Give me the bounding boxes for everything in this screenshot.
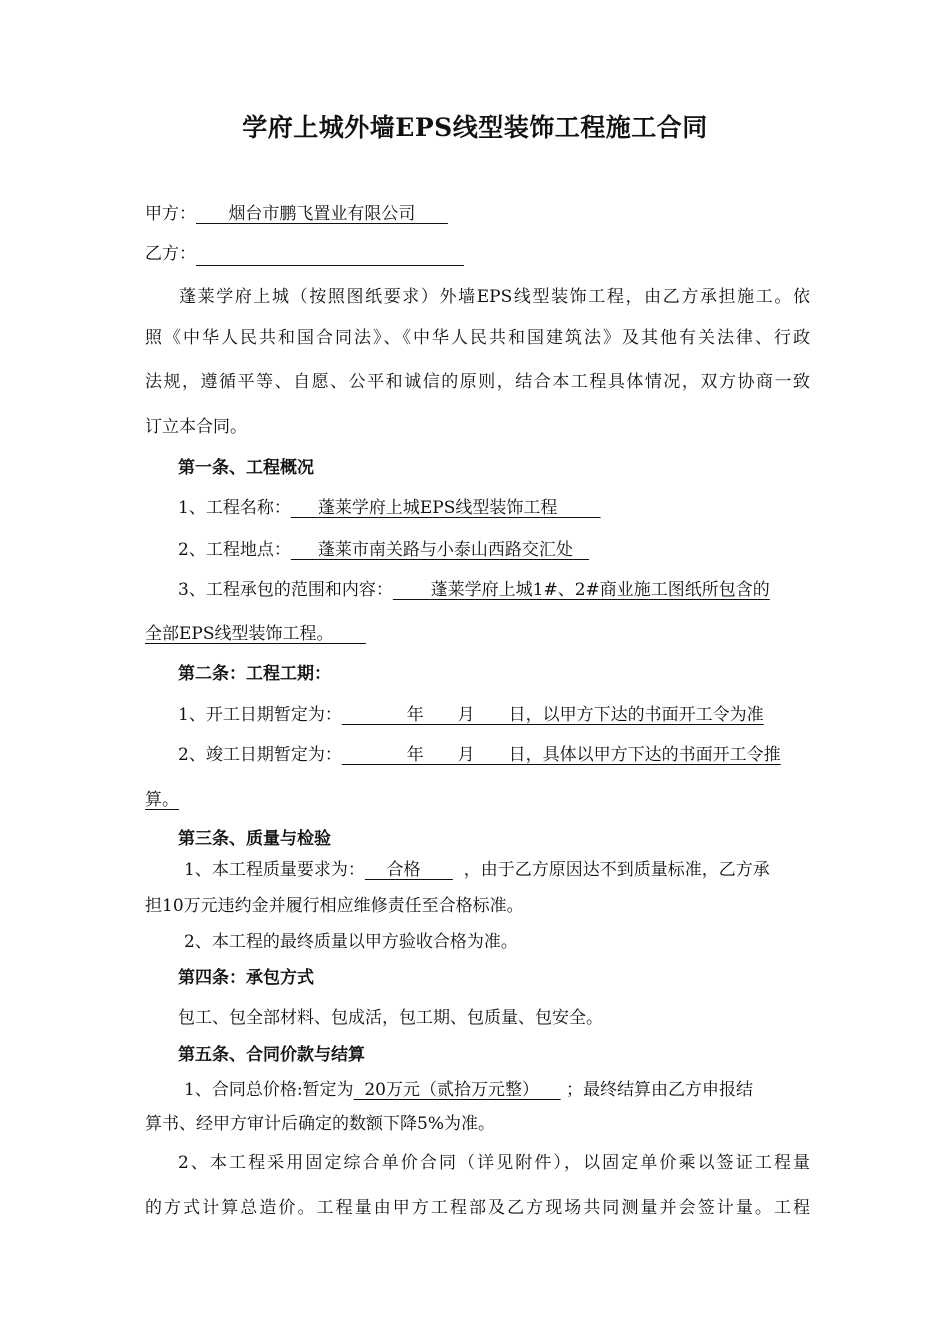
party-b-label: 乙方： xyxy=(145,244,196,264)
section5-item1-cont: 算书、经甲方审计后确定的数额下降5%为准。 xyxy=(145,1114,495,1134)
start-date-value: 年 月 日，以甲方下达的书面开工令为准 xyxy=(406,705,764,725)
section5-heading: 第五条、合同价款与结算 xyxy=(178,1045,365,1065)
section2-item2-cont: 算。 xyxy=(145,790,179,810)
section3-item2: 2、本工程的最终质量以甲方验收合格为准。 xyxy=(184,932,518,952)
intro-line-4: 订立本合同。 xyxy=(145,417,247,437)
section2-item2: 2、竣工日期暂定为： 年 月 日，具体以甲方下达的书面开工令推 xyxy=(178,745,781,765)
intro-line-1: 蓬莱学府上城（按照图纸要求）外墙EPS线型装饰工程，由乙方承担施工。依 xyxy=(179,287,810,307)
section1-item2: 2、工程地点： 蓬莱市南关路与小泰山西路交汇处 xyxy=(178,538,843,562)
section3-item1: 1、本工程质量要求为： 合格 ，由于乙方原因达不到质量标准，乙方承 xyxy=(184,860,770,880)
section2-item1: 1、开工日期暂定为： 年 月 日，以甲方下达的书面开工令为准 xyxy=(178,705,764,725)
party-b-blank xyxy=(196,245,464,266)
section5-item2-line1: 2、本工程采用固定综合单价合同（详见附件），以固定单价乘以签证工程量 xyxy=(178,1153,810,1173)
intro-line-2: 照《中华人民共和国合同法》、《中华人民共和国建筑法》及其他有关法律、行政 xyxy=(145,328,810,348)
party-b-line xyxy=(145,242,810,266)
party-a-label: 甲方： xyxy=(145,204,196,224)
section4-heading: 第四条：承包方式 xyxy=(178,968,314,988)
contract-price-value: 20万元（贰拾万元整） xyxy=(364,1080,539,1100)
section1-item3: 3、工程承包的范围和内容： 蓬莱学府上城1#、2#商业施工图纸所包含的 xyxy=(178,580,770,600)
party-a-value: 烟台市鹏飞置业有限公司 xyxy=(228,204,416,224)
intro-line-3: 法规，遵循平等、自愿、公平和诚信的原则，结合本工程具体情况，双方协商一致 xyxy=(145,372,810,392)
section1-item3-cont xyxy=(145,622,810,646)
section2-heading: 第二条：工程工期： xyxy=(178,664,331,684)
project-location-value: 蓬莱市南关路与小泰山西路交汇处 xyxy=(317,540,573,560)
document-title: 学府上城外墙EPS线型装饰工程施工合同 xyxy=(242,113,708,142)
project-name-value: 蓬莱学府上城EPS线型装饰工程 xyxy=(317,498,558,518)
section3-heading: 第三条、质量与检验 xyxy=(178,829,331,849)
project-scope-value: 蓬莱学府上城1#、2#商业施工图纸所包含的 xyxy=(430,580,770,600)
section5-item1: 1、合同总价格:暂定为 20万元（贰拾万元整） ；最终结算由乙方申报结 xyxy=(184,1080,754,1100)
party-a-line xyxy=(145,202,810,226)
quality-value: 合格 xyxy=(386,860,421,880)
section3-item1-cont: 担10万元违约金并履行相应维修责任至合格标准。 xyxy=(145,896,524,916)
section1-item1: 1、工程名称： 蓬莱学府上城EPS线型装饰工程 xyxy=(178,496,843,520)
section5-item2-line2: 的方式计算总造价。工程量由甲方工程部及乙方现场共同测量并会签计量。工程 xyxy=(145,1198,810,1218)
section4-text: 包工、包全部材料、包成活，包工期、包质量、包安全。 xyxy=(178,1008,603,1028)
end-date-value: 年 月 日，具体以甲方下达的书面开工令推 xyxy=(406,745,781,765)
section1-heading: 第一条、工程概况 xyxy=(178,458,314,478)
project-scope-value-cont: 全部EPS线型装饰工程。 xyxy=(145,624,334,644)
